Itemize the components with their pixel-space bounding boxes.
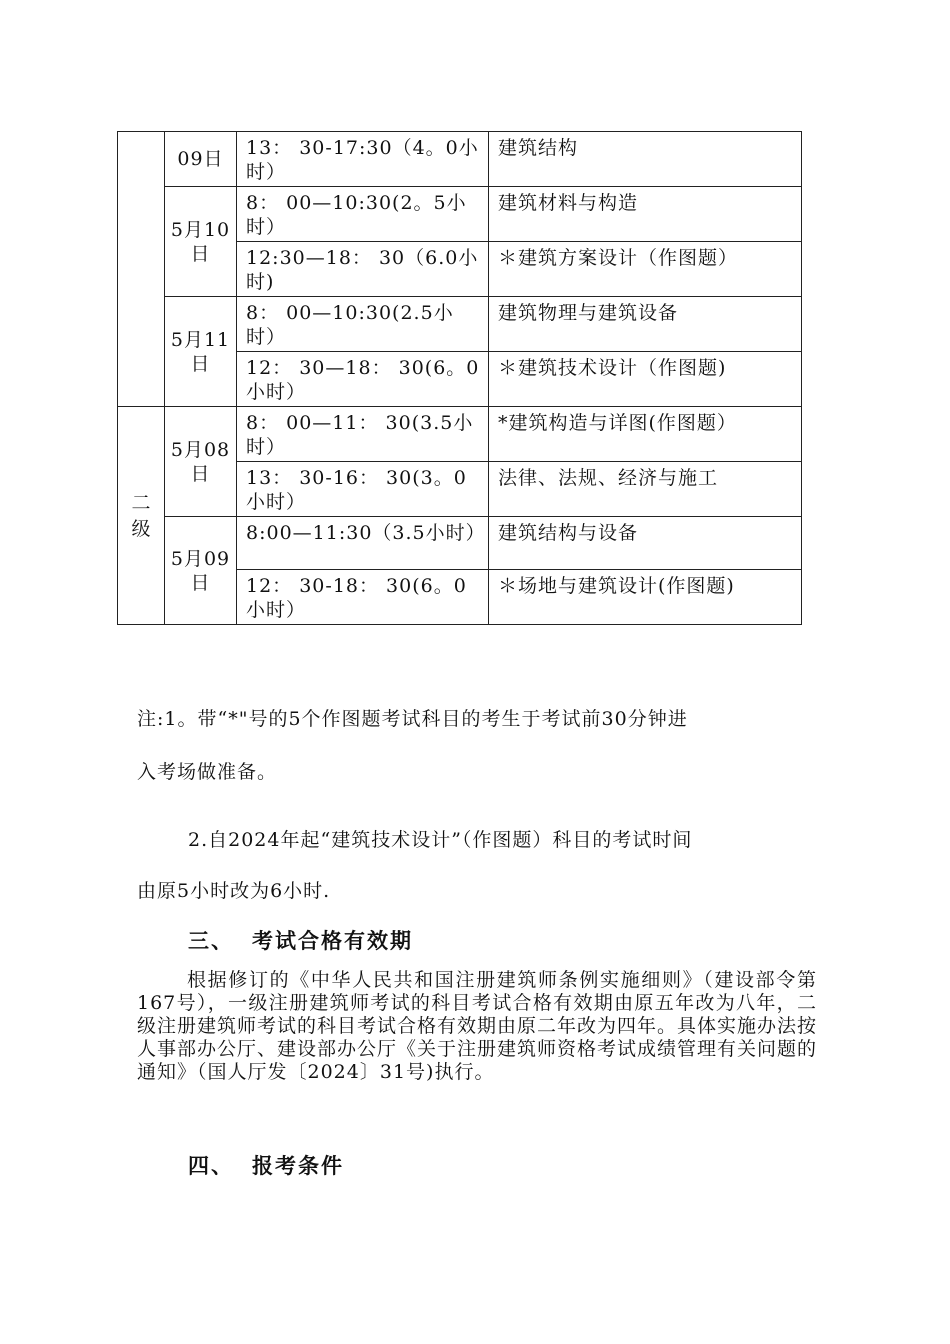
time-cell: 12： 30—18： 30(6。0小时） bbox=[237, 352, 489, 407]
note-1-line-2: 入考场做准备。 bbox=[137, 761, 278, 783]
section-4-title: 报考条件 bbox=[252, 1154, 344, 1178]
time-cell: 13： 30-16： 30(3。0小时） bbox=[237, 462, 489, 517]
subject-cell: ＊建筑技术设计（作图题) bbox=[489, 352, 802, 407]
exam-schedule-table bbox=[117, 131, 802, 625]
section-3-paragraph: 根据修订的《中华人民共和国注册建筑师条例实施细则》（建设部令第167号），一级注册建筑师考试的科目考试合格有效期由原五年改为八年，二级注册建筑师考试的科目考试合格有效期由原二年改为四年。具体实施办法按人事部办公厅、建设部办公厅《关于注册建筑师资格考试成绩管理有关问题的通知》（国人厅发〔2024〕31号)执行。 bbox=[137, 969, 818, 1083]
subject-cell: 建筑物理与建筑设备 bbox=[489, 297, 802, 352]
subject-cell: ＊场地与建筑设计(作图题) bbox=[489, 570, 802, 625]
table-row bbox=[118, 517, 802, 570]
note-1-line-1: 注:1。带“*"号的5个作图题考试科目的考生于考试前30分钟进 bbox=[137, 708, 688, 730]
section-4-number: 四、 bbox=[188, 1154, 234, 1178]
subject-cell: 建筑结构 bbox=[489, 132, 802, 187]
time-cell: 8： 00—10:30(2.5小时） bbox=[237, 297, 489, 352]
level-cell: 二级 bbox=[118, 407, 165, 625]
subject-cell: 建筑结构与设备 bbox=[489, 517, 802, 570]
section-3-number: 三、 bbox=[188, 929, 234, 953]
day-cell: 5月09日 bbox=[165, 517, 237, 625]
section-3-heading bbox=[188, 925, 413, 955]
time-cell: 12： 30-18： 30(6。0小时） bbox=[237, 570, 489, 625]
table-row bbox=[118, 297, 802, 352]
time-cell: 13： 30-17:30（4。0小时） bbox=[237, 132, 489, 187]
table-row bbox=[118, 187, 802, 242]
subject-cell: 建筑材料与构造 bbox=[489, 187, 802, 242]
day-cell: 5月11日 bbox=[165, 297, 237, 407]
time-cell: 8： 00—10:30(2。5小时） bbox=[237, 187, 489, 242]
time-cell: 8:00—11:30（3.5小时） bbox=[237, 517, 489, 570]
day-cell: 5月10日 bbox=[165, 187, 237, 297]
table-row bbox=[118, 132, 802, 187]
level-cell bbox=[118, 132, 165, 407]
time-cell: 12:30—18： 30（6.0小时) bbox=[237, 242, 489, 297]
note-2-line-2: 由原5小时改为6小时. bbox=[137, 880, 331, 902]
table-row bbox=[118, 407, 802, 462]
day-cell: 5月08日 bbox=[165, 407, 237, 517]
day-cell: 09日 bbox=[165, 132, 237, 187]
subject-cell: 法律、法规、经济与施工 bbox=[489, 462, 802, 517]
subject-cell: ＊建筑方案设计（作图题） bbox=[489, 242, 802, 297]
section-4-heading bbox=[188, 1150, 344, 1180]
time-cell: 8： 00—11： 30(3.5小时） bbox=[237, 407, 489, 462]
note-2-line-1: 2.自2024年起“建筑技术设计”（作图题）科目的考试时间 bbox=[188, 829, 693, 851]
subject-cell: *建筑构造与详图(作图题） bbox=[489, 407, 802, 462]
section-3-title: 考试合格有效期 bbox=[252, 929, 413, 953]
